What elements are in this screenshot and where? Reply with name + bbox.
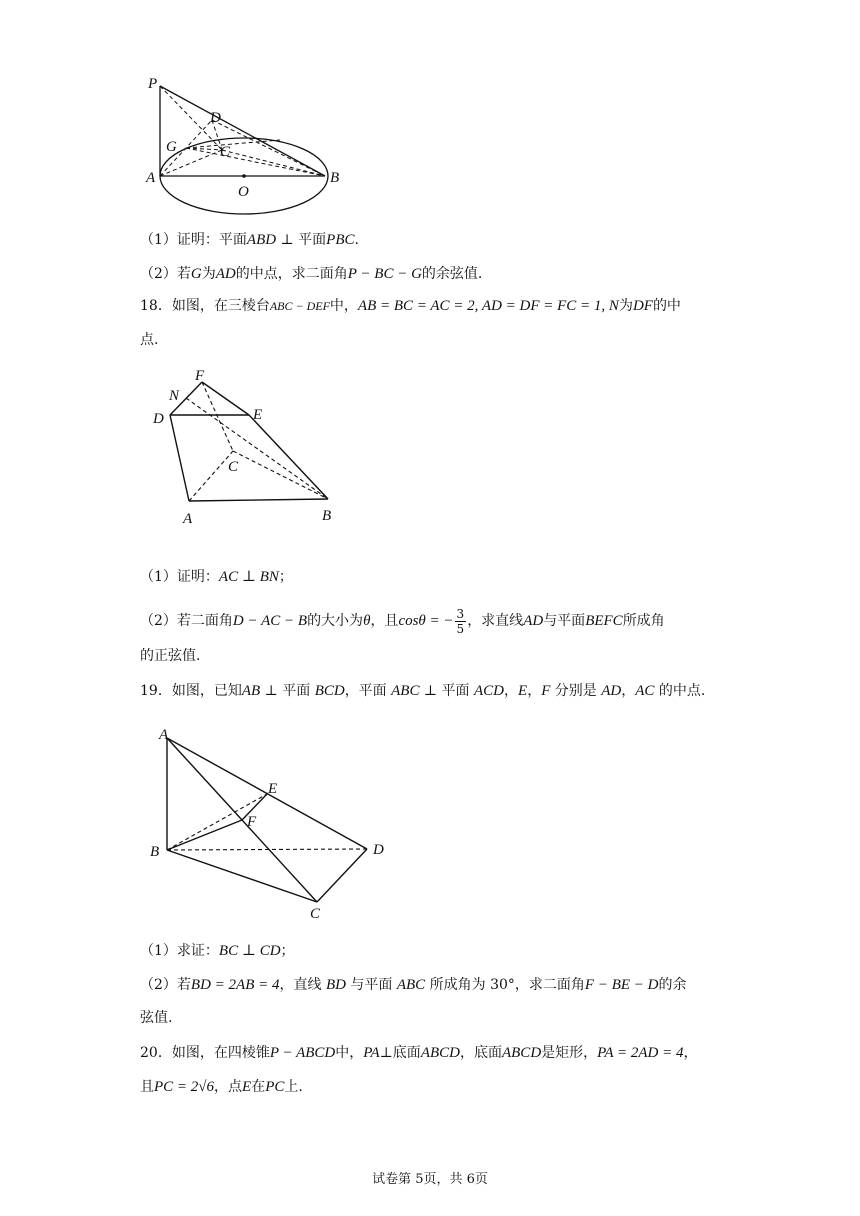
fig19-label-B: B <box>150 844 160 860</box>
fig18-label-F: F <box>195 368 205 384</box>
fig19-label-A: A <box>159 727 169 743</box>
fig18-label-E: E <box>253 407 263 423</box>
page-footer: 试卷第 5页，共 6页 <box>372 1172 488 1187</box>
fig17-label-C: C <box>220 144 231 160</box>
q18-part1: （1）证明：AC ⊥ BN； <box>140 569 293 585</box>
q19-stem: 19．如图，已知AB ⊥ 平面 BCD，平面 ABC ⊥ 平面 ACD，E，F 分别是 AD，AC 的中点. <box>140 683 706 699</box>
figure-19 <box>145 722 395 922</box>
figure-18 <box>145 365 345 530</box>
fig17-label-O: O <box>238 184 249 200</box>
fig17-label-D: D <box>210 110 221 126</box>
q19-part1: （1）求证：BC ⊥ CD； <box>140 943 295 959</box>
q19-part2-line2: 弦值. <box>140 1010 173 1026</box>
fig17-label-B: B <box>330 170 340 186</box>
fig18-label-D: D <box>153 411 164 427</box>
fraction-3-5: $\frac{3}{5}$ <box>456 606 465 636</box>
fig17-label-G: G <box>166 139 177 155</box>
q20-stem-line1: 20．如图，在四棱锥P − ABCD中，PA⊥底面ABCD，底面ABCD是矩形，PA = 2AD = 4， <box>140 1045 698 1061</box>
fig18-label-C: C <box>228 459 239 475</box>
fig19-label-D: D <box>373 842 384 858</box>
fig19-label-C: C <box>310 906 321 922</box>
q17-part2: （2）若G为AD的中点，求二面角P − BC − G的余弦值. <box>140 266 483 282</box>
fig17-label-A: A <box>146 170 156 186</box>
q20-stem-line2: 且PC = 2√6，点E在PC上. <box>140 1079 303 1095</box>
fig18-label-B: B <box>322 508 332 524</box>
q19-part2-line1: （2）若BD = 2AB = 4，直线 BD 与平面 ABC 所成角为 30°，求二面角F − BE − D的余 <box>140 977 687 993</box>
fig19-label-E: E <box>268 781 278 797</box>
q18-part2-line2: 的正弦值. <box>140 648 201 664</box>
figure-17 <box>140 72 360 220</box>
fig18-label-A: A <box>183 511 193 527</box>
fig18-label-N: N <box>169 388 180 404</box>
q18-stem-line2: 点. <box>140 332 159 348</box>
fig19-label-F: F <box>247 814 257 830</box>
fig17-label-P: P <box>148 76 158 92</box>
q18-stem-line1: 18．如图，在三棱台ABC − DEF中，AB = BC = AC = 2, AD = DF = FC = 1, N为DF的中 <box>140 298 681 314</box>
q17-part1: （1）证明：平面ABD ⊥ 平面PBC. <box>140 232 359 248</box>
q18-part2-line1: （2）若二面角D − AC − B的大小为θ，且cosθ = − $\frac{3}{5}$ ，求直线AD与平面BEFC所成角 <box>140 606 665 636</box>
